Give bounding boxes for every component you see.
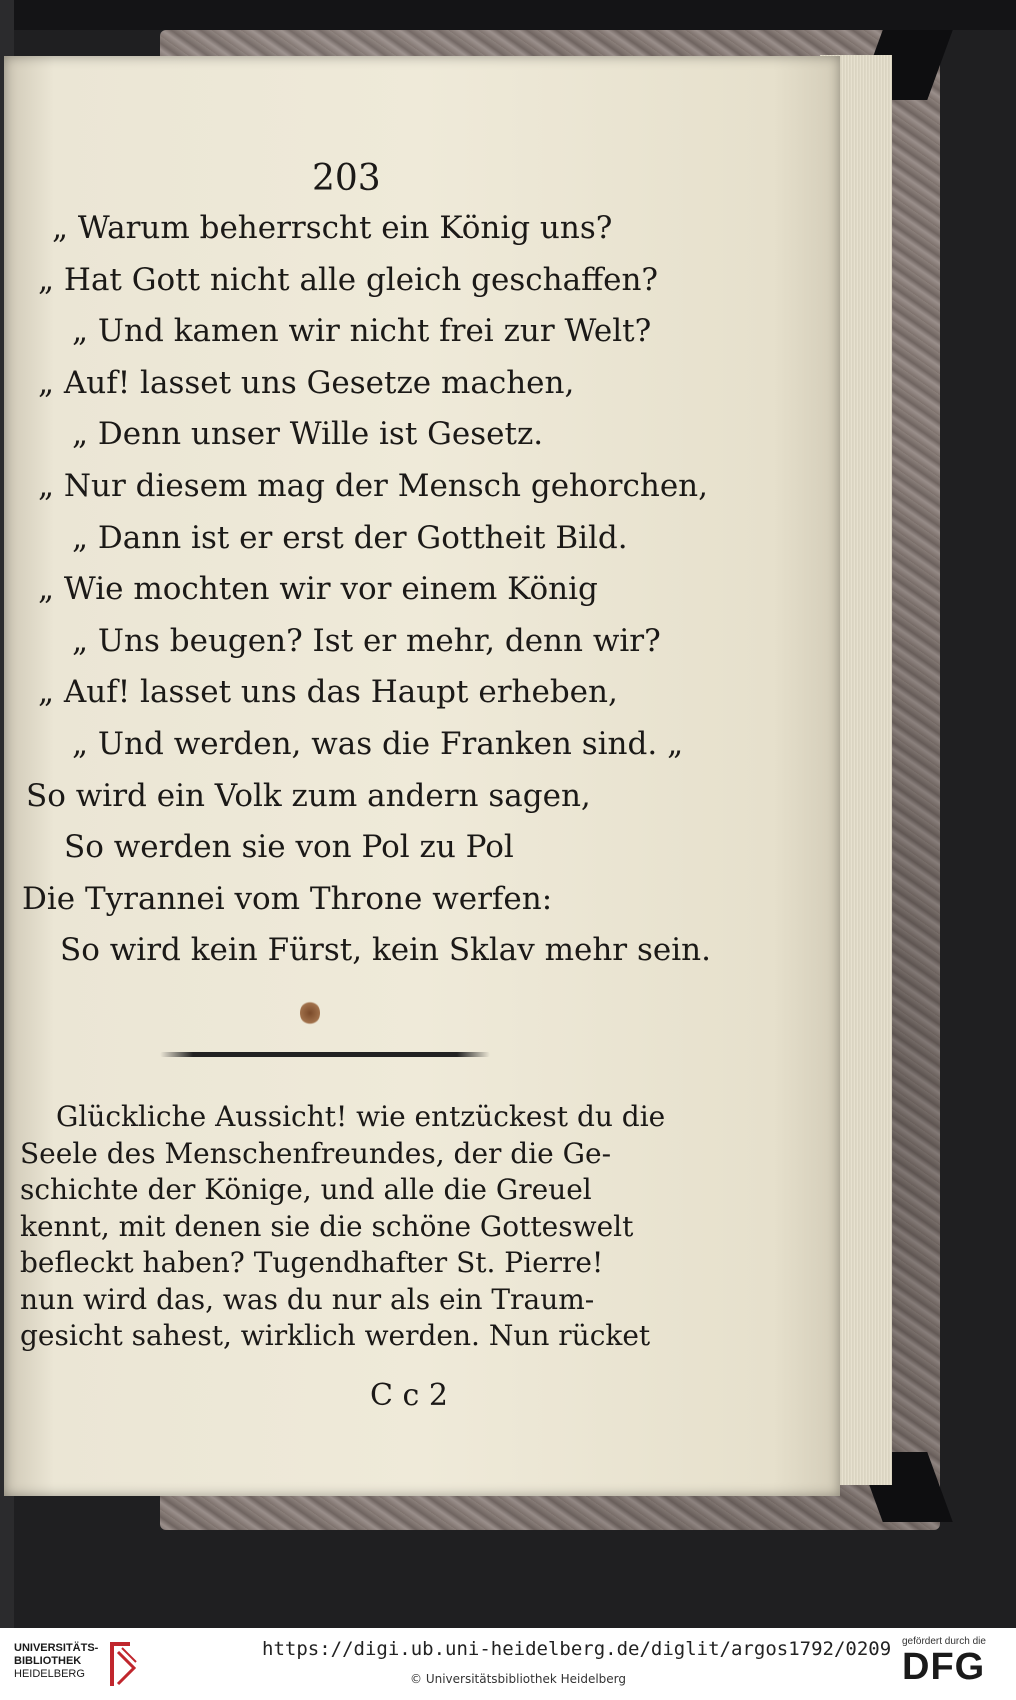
prose-line: schichte der Könige, und alle die Greuel [20,1173,592,1206]
library-name-line3: HEIDELBERG [14,1668,85,1680]
copyright-notice: © Universitätsbibliothek Heidelberg [410,1672,627,1686]
verse-line: „ Wie mochten wir vor einem König [38,571,598,608]
library-name-line2: BIBLIOTHEK [14,1655,82,1667]
prose-line: kennt, mit denen sie die schöne Gotteswelt [20,1209,634,1243]
verse-line: Die Tyrannei vom Throne werfen: [22,880,553,917]
funded-by-label: gefördert durch die [902,1636,986,1647]
verse-line: „ Uns beugen? Ist er mehr, denn wir? [72,622,661,659]
verse-line: „ Hat Gott nicht alle gleich geschaffen? [38,261,659,298]
verse-line: „ Nur diesem mag der Mensch gehorchen, [38,468,708,504]
permalink-url[interactable]: https://digi.ub.uni-heidelberg.de/diglit/argos1792/0209 [262,1638,892,1660]
verse-line: So wird kein Fürst, kein Sklav mehr sein. [60,932,711,969]
verse-line: „ Und kamen wir nicht frei zur Welt? [72,313,652,350]
prose-line: gesicht sahest, wirklich werden. Nun rücket [20,1319,651,1352]
section-divider [160,1052,490,1057]
library-crest-icon [104,1638,140,1690]
prose-line: Seele des Menschenfreundes, der die Ge- [20,1136,612,1170]
page-number: 203 [312,158,381,199]
prose-line: befleckt haben? Tugendhafter St. Pierre! [20,1246,604,1279]
dfg-funding[interactable] [902,1636,986,1687]
verse-line: „ Und werden, was die Franken sind. „ [72,726,684,762]
viewer-footer [0,1628,1016,1700]
scan-top-band [0,0,1016,30]
verse-line: So werden sie von Pol zu Pol [64,829,514,866]
verse-line: „ Denn unser Wille ist Gesetz. [72,416,544,453]
verse-line: „ Auf! lasset uns das Haupt erheben, [38,674,618,711]
dfg-logo: DFG [902,1646,986,1688]
ink-stain [300,1000,320,1026]
signature-mark: C c 2 [370,1378,448,1413]
verse-line: „ Auf! lasset uns Gesetze machen, [38,364,575,401]
prose-line: nun wird das, was du nur als ein Traum- [20,1282,595,1316]
verse-line: „ Warum beherrscht ein König uns? [52,210,613,246]
library-name-line1: UNIVERSITÄTS- [14,1642,99,1654]
prose-line: Glückliche Aussicht! wie entzückest du die [56,1100,666,1133]
verse-line: „ Dann ist er erst der Gottheit Bild. [72,519,628,556]
library-logo[interactable] [14,1642,98,1681]
verse-line: So wird ein Volk zum andern sagen, [26,777,591,814]
